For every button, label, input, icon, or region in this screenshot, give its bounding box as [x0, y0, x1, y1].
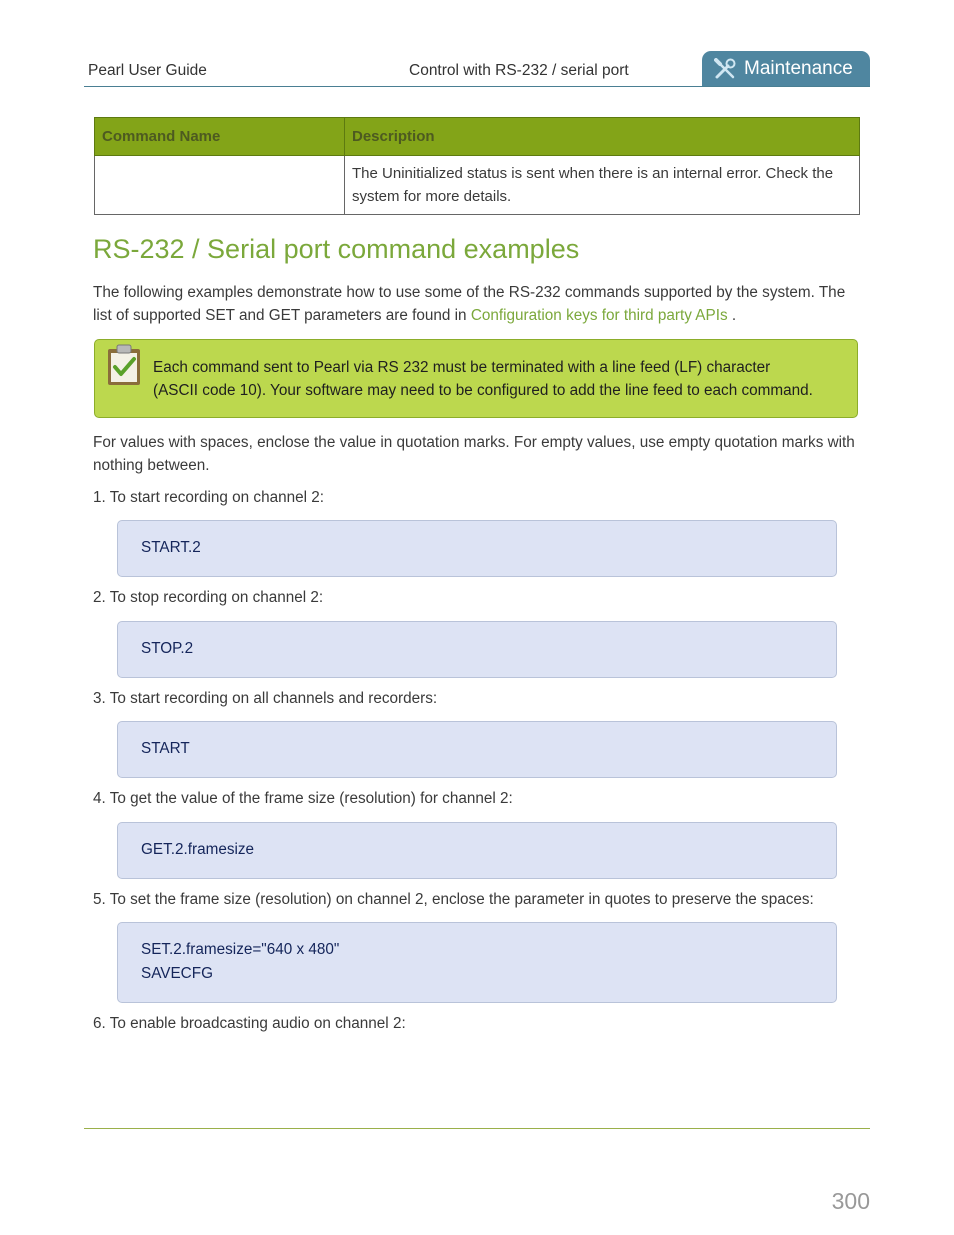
- step-6-label: 6. To enable broadcasting audio on channel 2:: [93, 1015, 406, 1032]
- table-row: [95, 156, 860, 215]
- step-1-label: 1. To start recording on channel 2:: [93, 489, 325, 506]
- maintenance-tab[interactable]: [702, 51, 870, 87]
- step-4-label: 4. To get the value of the frame size (resolution) for channel 2:: [93, 790, 513, 807]
- intro-text: The following examples demonstrate how to use some of the RS-232 commands supported by the system. The list of supported SET and GET parameters are found in: [93, 284, 846, 324]
- code-line: STOP.2: [141, 640, 194, 657]
- note-text: [153, 356, 853, 402]
- code-block-3: [117, 721, 837, 778]
- step-5-label: 5. To set the frame size (resolution) on channel 2, enclose the parameter in quotes to preserve the spaces:: [93, 891, 814, 908]
- intro-paragraph: [93, 281, 863, 327]
- step-3-label: 3. To start recording on all channels and recorders:: [93, 690, 438, 707]
- code-line: START.2: [141, 539, 201, 556]
- code-block-1: [117, 520, 837, 577]
- command-name-cell: [95, 156, 345, 215]
- tools-icon: [714, 58, 738, 80]
- code-line: START: [141, 740, 190, 757]
- tab-label: Maintenance: [744, 58, 853, 79]
- header-divider: [84, 86, 870, 87]
- code-line: SET.2.framesize="640 x 480": [141, 941, 340, 958]
- code-line: GET.2.framesize: [141, 841, 255, 858]
- description-cell: The Uninitialized status is sent when there is an internal error. Check the system for more details.: [345, 156, 860, 215]
- intro-trailing: .: [727, 307, 737, 324]
- footer-divider: [84, 1128, 870, 1129]
- column-header-description: Description: [345, 118, 860, 156]
- code-block-4: [117, 822, 837, 879]
- note-line-1: Each command sent to Pearl via RS 232 must be terminated with a line feed (LF) character: [153, 359, 771, 376]
- page-number: 300: [831, 1188, 870, 1214]
- config-keys-link[interactable]: Configuration keys for third party APIs: [470, 307, 728, 324]
- header-chapter-title: Control with RS-232 / serial port: [409, 62, 629, 79]
- header-guide-title: Pearl User Guide: [88, 62, 207, 79]
- section-heading: RS-232 / Serial port command examples: [93, 234, 580, 264]
- note-line-2: (ASCII code 10). Your software may need to be configured to add the line feed to each command.: [153, 382, 813, 399]
- code-block-2: [117, 621, 837, 678]
- code-line: SAVECFG: [141, 965, 213, 982]
- step-2-label: 2. To stop recording on channel 2:: [93, 589, 324, 606]
- code-block-5: [117, 922, 837, 1003]
- command-table: [94, 117, 860, 215]
- column-header-command-name: Command Name: [95, 118, 345, 156]
- clipboard-check-icon: [106, 343, 142, 392]
- values-paragraph: For values with spaces, enclose the value in quotation marks. For empty values, use empty quotation marks with nothing between.: [93, 434, 855, 474]
